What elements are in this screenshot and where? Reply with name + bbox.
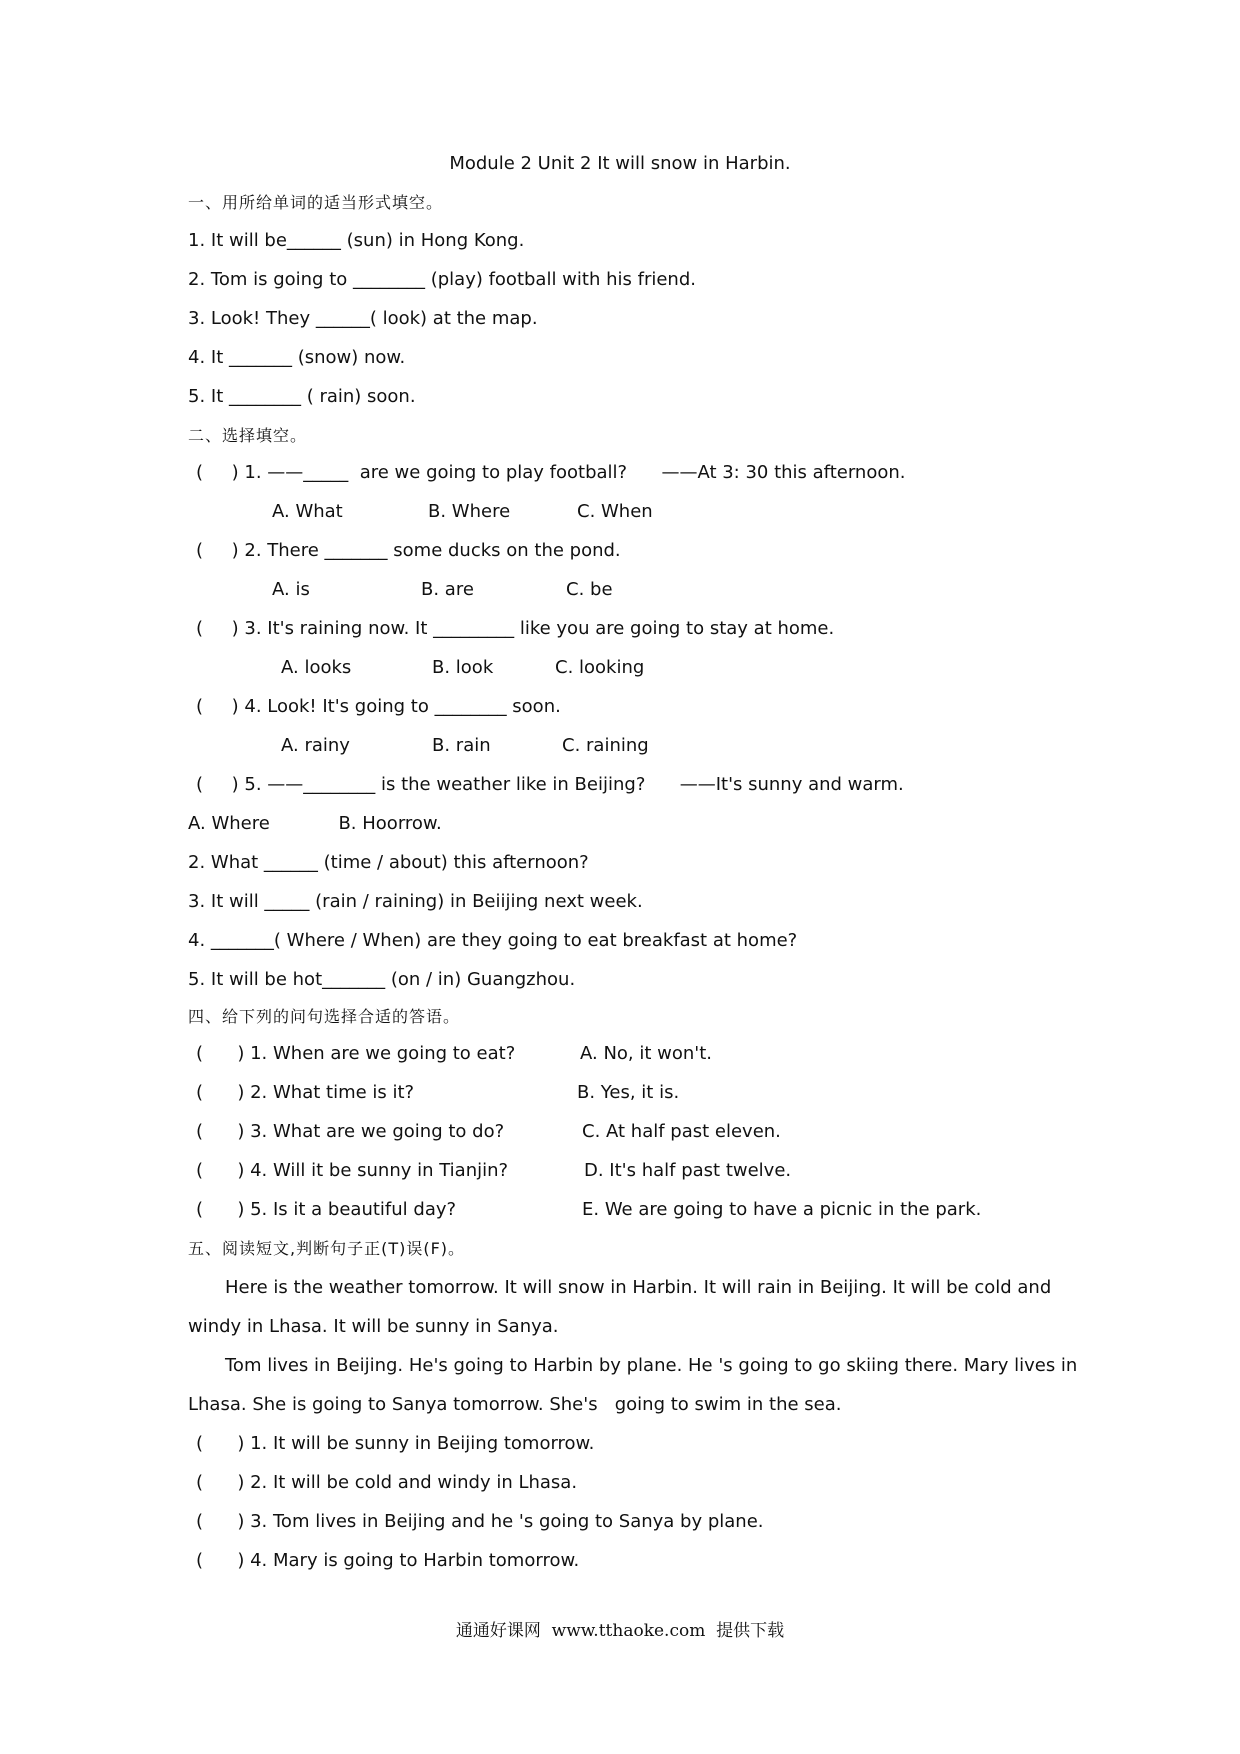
page-title: Module 2 Unit 2 It will snow in Harbin. (449, 153, 791, 174)
section4-heading: 四、给下列的问句选择合适的答语。 (188, 1007, 461, 1026)
s1-item-1: 1. It will be______ (sun) in Hong Kong. (188, 230, 525, 251)
s4-question-1: ( ) 1. When are we going to eat? (196, 1043, 516, 1064)
s2-q4-stem: ( ) 4. Look! It's going to ________ soon. (196, 696, 561, 717)
s4-question-4: ( ) 4. Will it be sunny in Tianjin? (196, 1160, 509, 1181)
s1-item-3: 3. Look! They ______( look) at the map. (188, 308, 538, 329)
s1-item-2: 2. Tom is going to ________ (play) football with his friend. (188, 269, 696, 290)
s2-q2-option-a: A. is (272, 579, 310, 600)
s2-extra-4: 4. _______( Where / When) are they going to eat breakfast at home? (188, 930, 798, 951)
s4-answer-b: B. Yes, it is. (577, 1082, 680, 1103)
s2-q2-option-c: C. be (566, 579, 613, 600)
s1-item-5: 5. It ________ ( rain) soon. (188, 386, 416, 407)
s2-q4-option-a: A. rainy (281, 735, 350, 756)
s4-question-2: ( ) 2. What time is it? (196, 1082, 415, 1103)
s2-q2-option-b: B. are (421, 579, 474, 600)
section5-heading: 五、阅读短文,判断句子正(T)误(F)。 (188, 1239, 466, 1258)
s2-q3-option-a: A. looks (281, 657, 352, 678)
s2-q4-option-c: C. raining (562, 735, 649, 756)
s4-question-3: ( ) 3. What are we going to do? (196, 1121, 505, 1142)
s5-item-2: ( ) 2. It will be cold and windy in Lhasa. (196, 1472, 578, 1493)
s2-extra-3: 3. It will _____ (rain / raining) in Beiijing next week. (188, 891, 643, 912)
page-footer: 通通好课网 www.tthaoke.com 提供下载 (455, 1621, 785, 1641)
passage-line-1: Here is the weather tomorrow. It will snow in Harbin. It will rain in Beijing. It will be cold and (225, 1277, 1052, 1298)
s2-extra-5: 5. It will be hot_______ (on / in) Guangzhou. (188, 969, 576, 990)
s2-q3-option-b: B. look (432, 657, 494, 678)
s4-question-5: ( ) 5. Is it a beautiful day? (196, 1199, 457, 1220)
s2-extra-1: A. Where B. Hoorrow. (188, 813, 442, 834)
s2-q1-option-a: A. What (272, 501, 343, 522)
passage-line-2: windy in Lhasa. It will be sunny in Sanya. (188, 1316, 559, 1337)
section1-heading: 一、用所给单词的适当形式填空。 (188, 193, 444, 212)
s2-q5-stem: ( ) 5. ——________ is the weather like in Beijing? ——It's sunny and warm. (196, 774, 904, 795)
s4-answer-e: E. We are going to have a picnic in the park. (582, 1199, 982, 1220)
s4-answer-d: D. It's half past twelve. (584, 1160, 792, 1181)
s2-q1-option-c: C. When (577, 501, 653, 522)
s5-item-1: ( ) 1. It will be sunny in Beijing tomorrow. (196, 1433, 595, 1454)
s2-q3-stem: ( ) 3. It's raining now. It _________ like you are going to stay at home. (196, 618, 835, 639)
s2-q4-option-b: B. rain (432, 735, 491, 756)
s5-item-4: ( ) 4. Mary is going to Harbin tomorrow. (196, 1550, 580, 1571)
s2-q2-stem: ( ) 2. There _______ some ducks on the pond. (196, 540, 621, 561)
passage-line-4: Lhasa. She is going to Sanya tomorrow. She's going to swim in the sea. (188, 1394, 842, 1415)
s5-item-3: ( ) 3. Tom lives in Beijing and he 's going to Sanya by plane. (196, 1511, 764, 1532)
s2-q1-stem: ( ) 1. ——_____ are we going to play football? ——At 3: 30 this afternoon. (196, 462, 906, 483)
s1-item-4: 4. It _______ (snow) now. (188, 347, 406, 368)
s2-extra-2: 2. What ______ (time / about) this afternoon? (188, 852, 589, 873)
section2-heading: 二、选择填空。 (188, 426, 308, 445)
passage-line-3: Tom lives in Beijing. He's going to Harbin by plane. He 's going to go skiing there. Mary lives in (225, 1355, 1078, 1376)
s4-answer-a: A. No, it won't. (580, 1043, 713, 1064)
s2-q1-option-b: B. Where (428, 501, 511, 522)
s4-answer-c: C. At half past eleven. (582, 1121, 781, 1142)
s2-q3-option-c: C. looking (555, 657, 645, 678)
